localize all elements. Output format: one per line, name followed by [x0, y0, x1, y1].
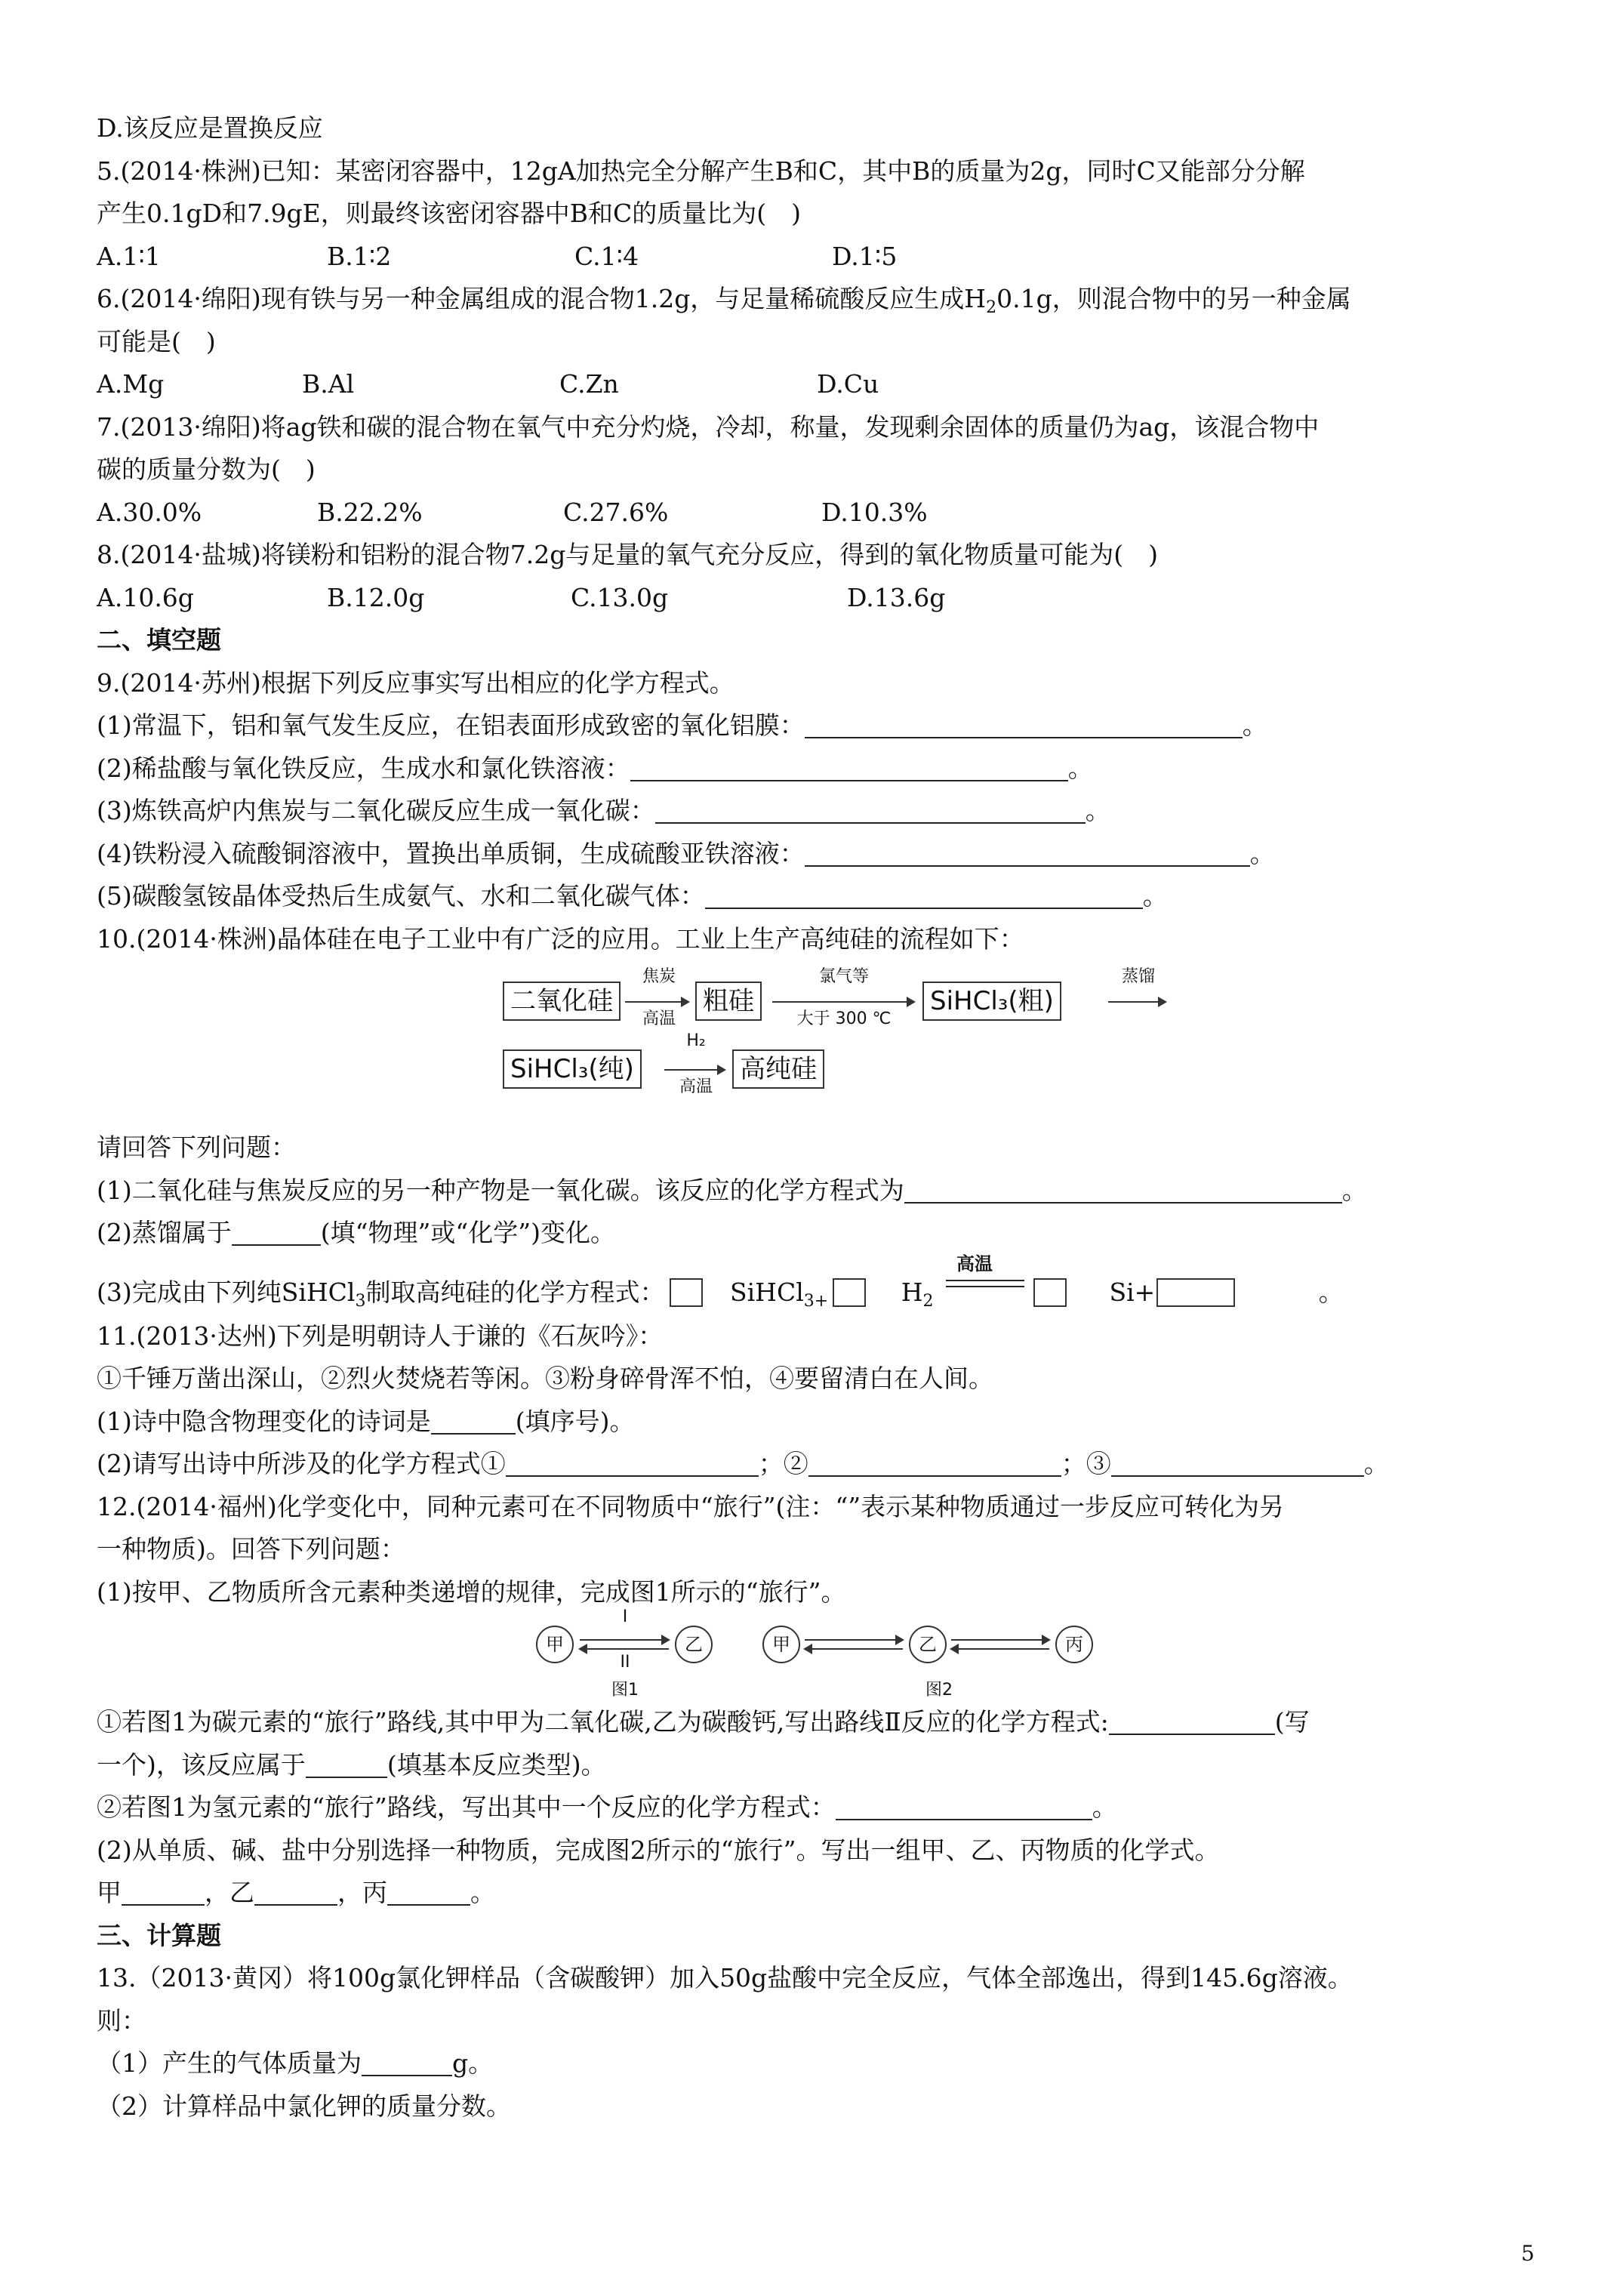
section-heading-fill-in: 二、填空题	[97, 625, 221, 655]
arrow-right-icon	[951, 1639, 1049, 1641]
silicon-process-flowchart	[97, 960, 1531, 1126]
answer-blank[interactable]	[805, 711, 1243, 738]
arrow-right-icon	[580, 1639, 669, 1641]
fig1-route-ii-label: II	[620, 1653, 630, 1672]
answer-blank[interactable]	[655, 797, 1086, 824]
q9-part3: (3)炼铁高炉内焦炭与二氧化碳反应生成一氧化碳： 。	[97, 796, 1110, 825]
arrow-right-icon	[1108, 1001, 1166, 1003]
arrow-right-icon	[805, 1639, 903, 1641]
flow-arrow3-top-label: 蒸馏	[1121, 967, 1155, 986]
q5-stem-line2: 产生0.1gD和7.9gE，则最终该密闭容器中B和C的质量比为( )	[97, 199, 802, 228]
answer-blank[interactable]	[808, 1450, 1061, 1477]
q7-stem-line1: 7.(2013·绵阳)将ag铁和碳的混合物在氧气中充分灼烧，冷却，称量，发现剩余固体的质量仍为ag，该混合物中	[97, 411, 1320, 442]
q6-options	[97, 363, 1531, 406]
flow-box-sihcl3-crude: SiHCl₃(粗)	[922, 982, 1061, 1021]
q10-part2: (2)蒸馏属于 (填“物理”或“化学”)变化。	[97, 1218, 615, 1247]
reaction-double-line: 高温	[941, 1283, 1029, 1305]
q10-part3: (3)完成由下列纯SiHCl$_3$制取高纯硅的化学方程式： SiHCl$_{3+}$ $H_2$ 高温 Si+ 。	[97, 1253, 1344, 1311]
q12-stem-line2: 一种物质)。回答下列问题：	[97, 1534, 405, 1564]
flow-arrow2-top-label: 氯气等	[818, 967, 869, 986]
coefficient-box[interactable]	[833, 1278, 866, 1307]
q8-options	[97, 577, 1531, 620]
arrow-right-icon	[664, 1069, 725, 1071]
q6-option-a: A.Mg	[97, 369, 165, 399]
q7-stem-line2: 碳的质量分数为( )	[97, 455, 316, 484]
q9-part5: (5)碳酸氢铵晶体受热后生成氨气、水和二氧化碳气体： 。	[97, 881, 1168, 911]
page-number: 5	[1521, 2241, 1535, 2266]
flow-arrow1-bottom-label: 高温	[642, 1009, 676, 1028]
answer-blank[interactable]	[705, 882, 1143, 909]
answer-blank[interactable]	[232, 1219, 321, 1246]
flow-box-crude-silicon: 粗硅	[695, 982, 762, 1021]
q9-part2: (2)稀盐酸与氧化铁反应，生成水和氯化铁溶液： 。	[97, 753, 1093, 783]
q11-stem: 11.(2013·达州)下列是明朝诗人于谦的《石灰吟》：	[97, 1321, 664, 1351]
fig1-route-i-label: I	[622, 1607, 628, 1626]
q5-options	[97, 236, 1531, 279]
q12-part2-answers: 甲 ，乙 ，丙 。	[97, 1878, 495, 1907]
q8-stem: 8.(2014·盐城)将镁粉和铝粉的混合物7.2g与足量的氧气充分反应，得到的氧化物质量可能为( )	[97, 540, 1159, 569]
answer-blank[interactable]	[387, 1878, 470, 1906]
answer-blank[interactable]	[630, 754, 1068, 781]
arrow-left-icon	[580, 1648, 669, 1650]
arrow-left-icon	[951, 1648, 1049, 1650]
flow-arrow4-bottom-label: 高温	[679, 1077, 713, 1096]
q12-part1: (1)按甲、乙物质所含元素种类递增的规律，完成图1所示的“旅行”。	[97, 1576, 846, 1607]
travel-route-diagrams	[97, 1607, 1531, 1701]
q10-stem: 10.(2014·株洲)晶体硅在电子工业中有广泛的应用。工业上生产高纯硅的流程如下：	[97, 923, 1024, 954]
q8-option-a: A.10.6g	[97, 582, 194, 612]
arrow-right-icon	[625, 1001, 688, 1003]
q6-option-d: D.Cu	[817, 369, 879, 399]
answer-blank[interactable]	[836, 1793, 1092, 1820]
answer-blank[interactable]	[1111, 1450, 1364, 1477]
fig2-caption: 图2	[925, 1681, 953, 1700]
answer-blank[interactable]	[506, 1450, 759, 1477]
q7-option-c: C.27.6%	[563, 497, 669, 527]
fig2-node-jia: 甲	[762, 1626, 800, 1663]
q5-stem-line1: 5.(2014·株洲)已知：某密闭容器中，12gA加热完全分解产生B和C，其中B的质量为2g，同时C又能部分分解	[97, 156, 1305, 186]
answer-blank[interactable]	[362, 2049, 452, 2076]
answer-blank[interactable]	[431, 1407, 516, 1435]
fig2-node-bing: 丙	[1055, 1626, 1093, 1663]
answer-blank[interactable]	[904, 1176, 1342, 1203]
q9-stem: 9.(2014·苏州)根据下列反应事实写出相应的化学方程式。	[97, 667, 735, 698]
q9-part4: (4)铁粉浸入硫酸铜溶液中，置换出单质铜，生成硫酸亚铁溶液： 。	[97, 838, 1275, 868]
section-heading-calculation: 三、计算题	[97, 1920, 221, 1950]
q12-stem-line1: 12.(2014·福州)化学变化中，同种元素可在不同物质中“旅行”(注：“”表示某种物质通过一步反应可转化为另	[97, 1491, 1285, 1521]
q5-option-a: A.1∶1	[97, 241, 161, 271]
coefficient-box[interactable]	[670, 1278, 703, 1307]
q6-stem-line2: 可能是( )	[97, 326, 216, 356]
flow-box-sihcl3-pure: SiHCl₃(纯)	[503, 1049, 642, 1089]
q13-part1: （1）产生的气体质量为 g。	[97, 2048, 494, 2078]
q5-option-b: B.1∶2	[327, 241, 392, 271]
fig2-node-yi: 乙	[909, 1626, 947, 1663]
q13-part2: （2）计算样品中氯化钾的质量分数。	[97, 2091, 511, 2121]
q5-option-c: C.1∶4	[574, 241, 639, 271]
q7-option-b: B.22.2%	[317, 497, 423, 527]
q11-part1: (1)诗中隐含物理变化的诗词是 (填序号)。	[97, 1406, 635, 1436]
q12-sub-ii: ②若图1为氢元素的“旅行”路线，写出其中一个反应的化学方程式： 。	[97, 1792, 1117, 1822]
flow-box-silica: 二氧化硅	[503, 982, 621, 1021]
flow-arrow2-bottom-label: 大于 300 ℃	[796, 1009, 892, 1028]
arrow-left-icon	[805, 1648, 903, 1650]
q7-option-a: A.30.0%	[97, 497, 202, 527]
flow-box-high-purity-silicon: 高纯硅	[732, 1049, 824, 1089]
q8-option-b: B.12.0g	[327, 582, 425, 612]
arrow-right-icon	[772, 1001, 914, 1003]
q6-option-b: B.Al	[302, 369, 355, 399]
q5-option-d: D.1∶5	[832, 241, 898, 271]
q7-option-d: D.10.3%	[821, 497, 928, 527]
product-box[interactable]	[1156, 1278, 1235, 1307]
fig1-node-jia: 甲	[536, 1626, 574, 1663]
flow-arrow1-top-label: 焦炭	[642, 967, 676, 986]
coefficient-box[interactable]	[1033, 1278, 1067, 1307]
q6-stem-line1: 6.(2014·绵阳)现有铁与另一种金属组成的混合物1.2g，与足量稀硫酸反应生成$H_20.1g$，则混合物中的另一种金属	[97, 284, 1351, 317]
answer-blank[interactable]	[1109, 1708, 1275, 1735]
q11-poem: ①千锤万凿出深山，②烈火焚烧若等闲。③粉身碎骨浑不怕，④要留清白在人间。	[97, 1364, 993, 1393]
q10-part1: (1)二氧化硅与焦炭反应的另一种产物是一氧化碳。该反应的化学方程式为 。	[97, 1175, 1367, 1205]
q8-option-d: D.13.6g	[847, 582, 946, 612]
answer-blank[interactable]	[306, 1751, 387, 1778]
answer-blank[interactable]	[122, 1878, 205, 1906]
fig1-node-yi: 乙	[675, 1626, 713, 1663]
flow-arrow4-top-label: H₂	[686, 1031, 706, 1050]
q11-part2: (2)请写出诗中所涉及的化学方程式① ；② ；③ 。	[97, 1449, 1389, 1478]
q8-option-c: C.13.0g	[571, 582, 669, 612]
answer-blank[interactable]	[254, 1878, 337, 1906]
q12-part2: (2)从单质、碱、盐中分别选择一种物质，完成图2所示的“旅行”。写出一组甲、乙、丙物质的化学式。	[97, 1835, 1220, 1865]
q12-sub-i-line1: ①若图1为碳元素的“旅行”路线,其中甲为二氧化碳,乙为碳酸钙,写出路线Ⅱ反应的化学方程式: (写	[97, 1707, 1310, 1737]
answer-blank[interactable]	[805, 840, 1250, 867]
q13-stem-line2: 则：	[97, 2005, 146, 2036]
q6-option-c: C.Zn	[559, 369, 619, 399]
q10-ask: 请回答下列问题：	[97, 1133, 296, 1162]
q9-part1: (1)常温下，铝和氧气发生反应，在铝表面形成致密的氧化铝膜： 。	[97, 710, 1267, 740]
document-page	[97, 107, 1531, 2128]
fig1-caption: 图1	[611, 1681, 639, 1700]
q7-options	[97, 492, 1531, 535]
q13-stem-line1: 13.（2013·黄冈）将100g氯化钾样品（含碳酸钾）加入50g盐酸中完全反应，气体全部逸出，得到145.6g溶液。	[97, 1963, 1353, 1992]
q4-option-d: D.该反应是置换反应	[97, 113, 323, 143]
q12-sub-i-line2: 一个)，该反应属于 (填基本反应类型)。	[97, 1749, 606, 1780]
